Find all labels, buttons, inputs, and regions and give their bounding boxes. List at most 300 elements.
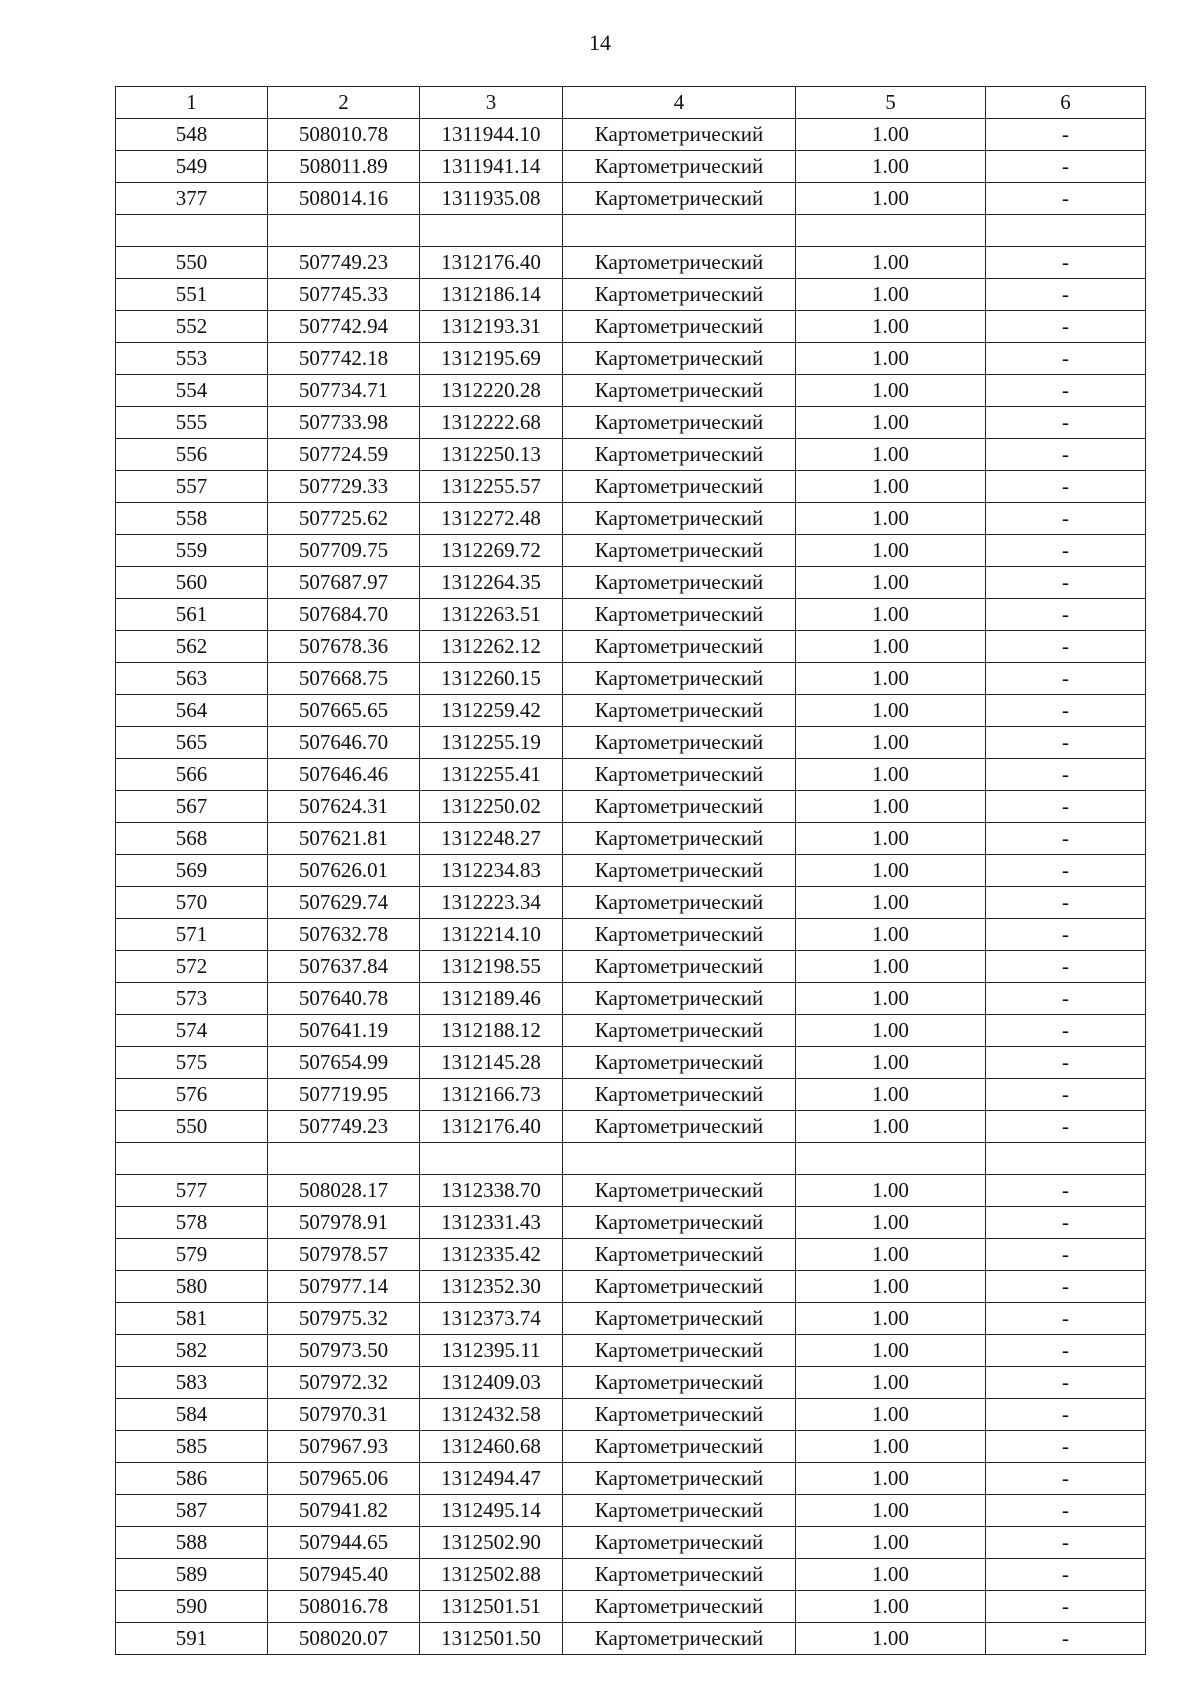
- x-coordinate-cell: 507709.75: [268, 535, 420, 567]
- table-row: [116, 247, 1146, 279]
- table-body: [116, 119, 1146, 1655]
- accuracy-cell: 1.00: [796, 343, 986, 375]
- accuracy-cell: 1.00: [796, 375, 986, 407]
- description-cell: -: [986, 1559, 1146, 1591]
- point-number-cell: 560: [116, 567, 268, 599]
- column-header-1: 1: [116, 87, 268, 119]
- table-row: [116, 1431, 1146, 1463]
- accuracy-cell: 1.00: [796, 887, 986, 919]
- x-coordinate-cell: 507749.23: [268, 1111, 420, 1143]
- x-coordinate-cell: 507965.06: [268, 1463, 420, 1495]
- table-row: [116, 1175, 1146, 1207]
- description-cell: -: [986, 887, 1146, 919]
- accuracy-cell: 1.00: [796, 407, 986, 439]
- y-coordinate-cell: 1311944.10: [420, 119, 563, 151]
- x-coordinate-cell: 508010.78: [268, 119, 420, 151]
- method-cell: Картометрический: [563, 759, 796, 791]
- method-cell: Картометрический: [563, 1367, 796, 1399]
- y-coordinate-cell: 1312335.42: [420, 1239, 563, 1271]
- x-coordinate-cell: 507624.31: [268, 791, 420, 823]
- table-row: [116, 471, 1146, 503]
- description-cell: -: [986, 1463, 1146, 1495]
- accuracy-cell: 1.00: [796, 1335, 986, 1367]
- table-row: [116, 1527, 1146, 1559]
- accuracy-cell: 1.00: [796, 183, 986, 215]
- accuracy-cell: [796, 1143, 986, 1175]
- method-cell: Картометрический: [563, 1111, 796, 1143]
- x-coordinate-cell: 507742.94: [268, 311, 420, 343]
- point-number-cell: 573: [116, 983, 268, 1015]
- y-coordinate-cell: 1312166.73: [420, 1079, 563, 1111]
- y-coordinate-cell: 1312502.90: [420, 1527, 563, 1559]
- description-cell: -: [986, 951, 1146, 983]
- x-coordinate-cell: 508028.17: [268, 1175, 420, 1207]
- method-cell: [563, 1143, 796, 1175]
- method-cell: Картометрический: [563, 343, 796, 375]
- x-coordinate-cell: 507745.33: [268, 279, 420, 311]
- point-number-cell: 588: [116, 1527, 268, 1559]
- y-coordinate-cell: 1312188.12: [420, 1015, 563, 1047]
- point-number-cell: 586: [116, 1463, 268, 1495]
- x-coordinate-cell: 507668.75: [268, 663, 420, 695]
- method-cell: Картометрический: [563, 1303, 796, 1335]
- description-cell: -: [986, 151, 1146, 183]
- y-coordinate-cell: 1312373.74: [420, 1303, 563, 1335]
- accuracy-cell: 1.00: [796, 439, 986, 471]
- method-cell: Картометрический: [563, 1015, 796, 1047]
- x-coordinate-cell: 507733.98: [268, 407, 420, 439]
- y-coordinate-cell: 1312432.58: [420, 1399, 563, 1431]
- coordinates-table: [115, 86, 1146, 1655]
- accuracy-cell: 1.00: [796, 535, 986, 567]
- table-row: [116, 1303, 1146, 1335]
- table-row: [116, 919, 1146, 951]
- description-cell: -: [986, 503, 1146, 535]
- y-coordinate-cell: 1312494.47: [420, 1463, 563, 1495]
- table-row: [116, 407, 1146, 439]
- point-number-cell: 563: [116, 663, 268, 695]
- accuracy-cell: 1.00: [796, 1527, 986, 1559]
- table-row: [116, 663, 1146, 695]
- description-cell: -: [986, 791, 1146, 823]
- accuracy-cell: 1.00: [796, 151, 986, 183]
- accuracy-cell: 1.00: [796, 1399, 986, 1431]
- table-row: [116, 1559, 1146, 1591]
- point-number-cell: 562: [116, 631, 268, 663]
- y-coordinate-cell: 1312262.12: [420, 631, 563, 663]
- y-coordinate-cell: 1312250.13: [420, 439, 563, 471]
- y-coordinate-cell: 1312255.19: [420, 727, 563, 759]
- x-coordinate-cell: 507970.31: [268, 1399, 420, 1431]
- description-cell: -: [986, 247, 1146, 279]
- point-number-cell: 565: [116, 727, 268, 759]
- point-number-cell: 564: [116, 695, 268, 727]
- method-cell: Картометрический: [563, 1559, 796, 1591]
- point-number-cell: 584: [116, 1399, 268, 1431]
- point-number-cell: 552: [116, 311, 268, 343]
- point-number-cell: 550: [116, 1111, 268, 1143]
- accuracy-cell: 1.00: [796, 1623, 986, 1655]
- method-cell: Картометрический: [563, 439, 796, 471]
- description-cell: -: [986, 919, 1146, 951]
- accuracy-cell: 1.00: [796, 279, 986, 311]
- accuracy-cell: 1.00: [796, 1175, 986, 1207]
- description-cell: -: [986, 1271, 1146, 1303]
- x-coordinate-cell: 507626.01: [268, 855, 420, 887]
- y-coordinate-cell: 1312176.40: [420, 1111, 563, 1143]
- y-coordinate-cell: 1312255.41: [420, 759, 563, 791]
- method-cell: Картометрический: [563, 1335, 796, 1367]
- description-cell: -: [986, 695, 1146, 727]
- description-cell: -: [986, 631, 1146, 663]
- x-coordinate-cell: [268, 1143, 420, 1175]
- table-row: [116, 1239, 1146, 1271]
- method-cell: Картометрический: [563, 247, 796, 279]
- y-coordinate-cell: 1312214.10: [420, 919, 563, 951]
- method-cell: Картометрический: [563, 1271, 796, 1303]
- x-coordinate-cell: 507972.32: [268, 1367, 420, 1399]
- table-row: [116, 119, 1146, 151]
- x-coordinate-cell: 507944.65: [268, 1527, 420, 1559]
- description-cell: -: [986, 1431, 1146, 1463]
- column-header-2: 2: [268, 87, 420, 119]
- method-cell: Картометрический: [563, 599, 796, 631]
- y-coordinate-cell: 1312259.42: [420, 695, 563, 727]
- method-cell: Картометрический: [563, 1239, 796, 1271]
- point-number-cell: 556: [116, 439, 268, 471]
- method-cell: Картометрический: [563, 151, 796, 183]
- table-row: [116, 951, 1146, 983]
- table-row: [116, 1591, 1146, 1623]
- column-header-4: 4: [563, 87, 796, 119]
- x-coordinate-cell: 508014.16: [268, 183, 420, 215]
- table-row: [116, 1047, 1146, 1079]
- description-cell: -: [986, 1239, 1146, 1271]
- point-number-cell: 553: [116, 343, 268, 375]
- description-cell: -: [986, 279, 1146, 311]
- method-cell: Картометрический: [563, 1079, 796, 1111]
- point-number-cell: 585: [116, 1431, 268, 1463]
- y-coordinate-cell: 1312145.28: [420, 1047, 563, 1079]
- table-row: [116, 1079, 1146, 1111]
- point-number-cell: 555: [116, 407, 268, 439]
- y-coordinate-cell: 1312260.15: [420, 663, 563, 695]
- method-cell: Картометрический: [563, 119, 796, 151]
- table-row: [116, 1623, 1146, 1655]
- x-coordinate-cell: 507684.70: [268, 599, 420, 631]
- table-row: [116, 823, 1146, 855]
- y-coordinate-cell: 1311941.14: [420, 151, 563, 183]
- description-cell: -: [986, 983, 1146, 1015]
- table-row: [116, 727, 1146, 759]
- method-cell: Картометрический: [563, 823, 796, 855]
- description-cell: -: [986, 1527, 1146, 1559]
- point-number-cell: 561: [116, 599, 268, 631]
- x-coordinate-cell: 507975.32: [268, 1303, 420, 1335]
- description-cell: -: [986, 119, 1146, 151]
- point-number-cell: 566: [116, 759, 268, 791]
- y-coordinate-cell: 1312338.70: [420, 1175, 563, 1207]
- x-coordinate-cell: 507945.40: [268, 1559, 420, 1591]
- method-cell: Картометрический: [563, 375, 796, 407]
- x-coordinate-cell: 507734.71: [268, 375, 420, 407]
- method-cell: Картометрический: [563, 663, 796, 695]
- x-coordinate-cell: 507646.70: [268, 727, 420, 759]
- method-cell: Картометрический: [563, 311, 796, 343]
- method-cell: Картометрический: [563, 503, 796, 535]
- method-cell: Картометрический: [563, 1463, 796, 1495]
- table-row: [116, 535, 1146, 567]
- method-cell: Картометрический: [563, 1207, 796, 1239]
- x-coordinate-cell: 507749.23: [268, 247, 420, 279]
- accuracy-cell: 1.00: [796, 471, 986, 503]
- method-cell: Картометрический: [563, 887, 796, 919]
- y-coordinate-cell: 1312186.14: [420, 279, 563, 311]
- table-row: [116, 1399, 1146, 1431]
- description-cell: -: [986, 311, 1146, 343]
- x-coordinate-cell: 508020.07: [268, 1623, 420, 1655]
- x-coordinate-cell: 508011.89: [268, 151, 420, 183]
- x-coordinate-cell: 507632.78: [268, 919, 420, 951]
- table-row: [116, 503, 1146, 535]
- description-cell: -: [986, 1047, 1146, 1079]
- accuracy-cell: 1.00: [796, 567, 986, 599]
- table-row: [116, 279, 1146, 311]
- table-row: [116, 311, 1146, 343]
- accuracy-cell: 1.00: [796, 119, 986, 151]
- method-cell: Картометрический: [563, 983, 796, 1015]
- accuracy-cell: 1.00: [796, 1559, 986, 1591]
- y-coordinate-cell: 1312495.14: [420, 1495, 563, 1527]
- point-number-cell: 568: [116, 823, 268, 855]
- point-number-cell: 549: [116, 151, 268, 183]
- table-row: [116, 599, 1146, 631]
- table-row: [116, 631, 1146, 663]
- point-number-cell: 581: [116, 1303, 268, 1335]
- accuracy-cell: 1.00: [796, 631, 986, 663]
- method-cell: Картометрический: [563, 1175, 796, 1207]
- x-coordinate-cell: 507678.36: [268, 631, 420, 663]
- point-number-cell: 377: [116, 183, 268, 215]
- y-coordinate-cell: 1312501.51: [420, 1591, 563, 1623]
- table-row: [116, 1335, 1146, 1367]
- method-cell: Картометрический: [563, 791, 796, 823]
- description-cell: -: [986, 1111, 1146, 1143]
- point-number-cell: 591: [116, 1623, 268, 1655]
- method-cell: Картометрический: [563, 695, 796, 727]
- y-coordinate-cell: 1312352.30: [420, 1271, 563, 1303]
- table-row: [116, 1015, 1146, 1047]
- table-row: [116, 439, 1146, 471]
- y-coordinate-cell: 1312255.57: [420, 471, 563, 503]
- y-coordinate-cell: 1312189.46: [420, 983, 563, 1015]
- description-cell: -: [986, 823, 1146, 855]
- accuracy-cell: 1.00: [796, 311, 986, 343]
- y-coordinate-cell: [420, 1143, 563, 1175]
- accuracy-cell: 1.00: [796, 791, 986, 823]
- point-number-cell: 551: [116, 279, 268, 311]
- table-row: [116, 983, 1146, 1015]
- table-row: [116, 183, 1146, 215]
- method-cell: Картометрический: [563, 1431, 796, 1463]
- x-coordinate-cell: 507967.93: [268, 1431, 420, 1463]
- x-coordinate-cell: 507687.97: [268, 567, 420, 599]
- x-coordinate-cell: 507973.50: [268, 1335, 420, 1367]
- y-coordinate-cell: 1312331.43: [420, 1207, 563, 1239]
- point-number-cell: 577: [116, 1175, 268, 1207]
- column-header-3: 3: [420, 87, 563, 119]
- description-cell: -: [986, 343, 1146, 375]
- description-cell: -: [986, 1623, 1146, 1655]
- point-number-cell: 572: [116, 951, 268, 983]
- y-coordinate-cell: 1312501.50: [420, 1623, 563, 1655]
- point-number-cell: 574: [116, 1015, 268, 1047]
- page-number: 14: [589, 30, 611, 55]
- accuracy-cell: 1.00: [796, 663, 986, 695]
- y-coordinate-cell: 1312263.51: [420, 599, 563, 631]
- y-coordinate-cell: 1312269.72: [420, 535, 563, 567]
- x-coordinate-cell: 507978.57: [268, 1239, 420, 1271]
- accuracy-cell: 1.00: [796, 599, 986, 631]
- accuracy-cell: 1.00: [796, 1431, 986, 1463]
- accuracy-cell: 1.00: [796, 1591, 986, 1623]
- method-cell: Картометрический: [563, 855, 796, 887]
- point-number-cell: 580: [116, 1271, 268, 1303]
- accuracy-cell: 1.00: [796, 919, 986, 951]
- point-number-cell: 559: [116, 535, 268, 567]
- y-coordinate-cell: 1312222.68: [420, 407, 563, 439]
- method-cell: Картометрический: [563, 407, 796, 439]
- point-number-cell: 554: [116, 375, 268, 407]
- x-coordinate-cell: 507654.99: [268, 1047, 420, 1079]
- method-cell: Картометрический: [563, 1527, 796, 1559]
- x-coordinate-cell: 507640.78: [268, 983, 420, 1015]
- point-number-cell: 557: [116, 471, 268, 503]
- method-cell: Картометрический: [563, 279, 796, 311]
- y-coordinate-cell: 1312264.35: [420, 567, 563, 599]
- point-number-cell: 567: [116, 791, 268, 823]
- x-coordinate-cell: [268, 215, 420, 247]
- table-row: [116, 1207, 1146, 1239]
- x-coordinate-cell: 507978.91: [268, 1207, 420, 1239]
- table-row: [116, 1495, 1146, 1527]
- description-cell: -: [986, 439, 1146, 471]
- method-cell: Картометрический: [563, 1399, 796, 1431]
- accuracy-cell: 1.00: [796, 983, 986, 1015]
- method-cell: Картометрический: [563, 1495, 796, 1527]
- accuracy-cell: 1.00: [796, 1047, 986, 1079]
- column-header-5: 5: [796, 87, 986, 119]
- description-cell: -: [986, 1335, 1146, 1367]
- point-number-cell: 570: [116, 887, 268, 919]
- accuracy-cell: 1.00: [796, 823, 986, 855]
- table-row: [116, 887, 1146, 919]
- accuracy-cell: 1.00: [796, 1015, 986, 1047]
- description-cell: -: [986, 407, 1146, 439]
- point-number-cell: 587: [116, 1495, 268, 1527]
- y-coordinate-cell: 1312250.02: [420, 791, 563, 823]
- accuracy-cell: 1.00: [796, 1079, 986, 1111]
- description-cell: -: [986, 535, 1146, 567]
- description-cell: -: [986, 759, 1146, 791]
- description-cell: [986, 1143, 1146, 1175]
- y-coordinate-cell: 1311935.08: [420, 183, 563, 215]
- point-number-cell: 550: [116, 247, 268, 279]
- x-coordinate-cell: 507719.95: [268, 1079, 420, 1111]
- method-cell: Картометрический: [563, 1591, 796, 1623]
- method-cell: Картометрический: [563, 535, 796, 567]
- accuracy-cell: 1.00: [796, 503, 986, 535]
- method-cell: Картометрический: [563, 727, 796, 759]
- point-number-cell: [116, 215, 268, 247]
- x-coordinate-cell: 507941.82: [268, 1495, 420, 1527]
- y-coordinate-cell: 1312176.40: [420, 247, 563, 279]
- accuracy-cell: 1.00: [796, 1463, 986, 1495]
- description-cell: -: [986, 1079, 1146, 1111]
- description-cell: -: [986, 1015, 1146, 1047]
- x-coordinate-cell: 507742.18: [268, 343, 420, 375]
- description-cell: -: [986, 1591, 1146, 1623]
- method-cell: Картометрический: [563, 631, 796, 663]
- y-coordinate-cell: 1312198.55: [420, 951, 563, 983]
- y-coordinate-cell: [420, 215, 563, 247]
- method-cell: Картометрический: [563, 1623, 796, 1655]
- accuracy-cell: 1.00: [796, 247, 986, 279]
- point-number-cell: 548: [116, 119, 268, 151]
- description-cell: -: [986, 727, 1146, 759]
- point-number-cell: 575: [116, 1047, 268, 1079]
- separator-row: [116, 215, 1146, 247]
- accuracy-cell: 1.00: [796, 1367, 986, 1399]
- y-coordinate-cell: 1312395.11: [420, 1335, 563, 1367]
- accuracy-cell: 1.00: [796, 1271, 986, 1303]
- x-coordinate-cell: 507641.19: [268, 1015, 420, 1047]
- column-header-6: 6: [986, 87, 1146, 119]
- table-header-row: [116, 87, 1146, 119]
- accuracy-cell: 1.00: [796, 1239, 986, 1271]
- table-row: [116, 1367, 1146, 1399]
- point-number-cell: 576: [116, 1079, 268, 1111]
- method-cell: Картометрический: [563, 919, 796, 951]
- x-coordinate-cell: 507629.74: [268, 887, 420, 919]
- table-row: [116, 759, 1146, 791]
- description-cell: -: [986, 183, 1146, 215]
- y-coordinate-cell: 1312195.69: [420, 343, 563, 375]
- y-coordinate-cell: 1312193.31: [420, 311, 563, 343]
- accuracy-cell: 1.00: [796, 1111, 986, 1143]
- description-cell: -: [986, 1207, 1146, 1239]
- accuracy-cell: 1.00: [796, 759, 986, 791]
- table-row: [116, 375, 1146, 407]
- y-coordinate-cell: 1312502.88: [420, 1559, 563, 1591]
- method-cell: [563, 215, 796, 247]
- point-number-cell: 582: [116, 1335, 268, 1367]
- accuracy-cell: 1.00: [796, 1495, 986, 1527]
- point-number-cell: 590: [116, 1591, 268, 1623]
- method-cell: Картометрический: [563, 1047, 796, 1079]
- y-coordinate-cell: 1312460.68: [420, 1431, 563, 1463]
- method-cell: Картометрический: [563, 183, 796, 215]
- accuracy-cell: 1.00: [796, 951, 986, 983]
- accuracy-cell: [796, 215, 986, 247]
- point-number-cell: 578: [116, 1207, 268, 1239]
- description-cell: -: [986, 663, 1146, 695]
- point-number-cell: 571: [116, 919, 268, 951]
- table-row: [116, 855, 1146, 887]
- y-coordinate-cell: 1312248.27: [420, 823, 563, 855]
- description-cell: -: [986, 855, 1146, 887]
- description-cell: -: [986, 1303, 1146, 1335]
